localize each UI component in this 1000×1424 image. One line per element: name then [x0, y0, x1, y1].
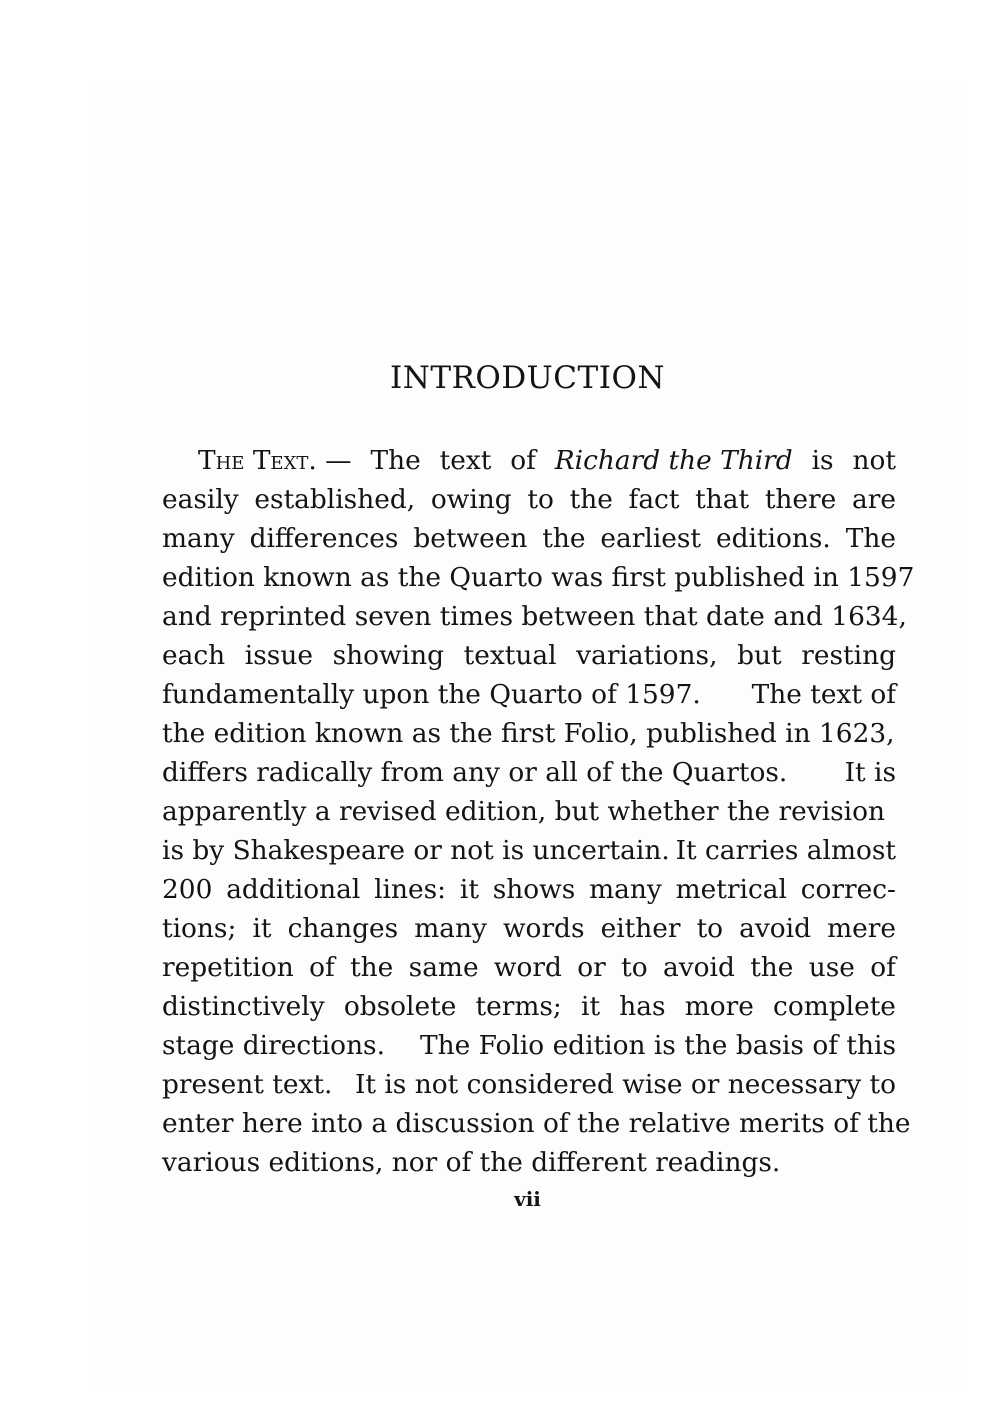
- text-line: [162, 792, 896, 831]
- text-segment: The text of: [751, 679, 896, 710]
- text-segment: repetition: [162, 952, 294, 983]
- text-segment: many: [162, 523, 235, 554]
- text-line: [162, 636, 896, 675]
- text-segment: to: [527, 484, 554, 515]
- text-line: [162, 948, 896, 987]
- text-line: [162, 597, 907, 636]
- text-line: [162, 909, 896, 948]
- text-segment: edition known as the Quarto was first published in 1597: [162, 562, 915, 593]
- text-segment: use: [808, 952, 855, 983]
- text-segment: present text.: [162, 1069, 333, 1100]
- text-line: [162, 675, 896, 714]
- text-line: [162, 480, 896, 519]
- text-segment: editions.: [715, 523, 831, 554]
- text-segment: fundamentally upon the Quarto of 1597.: [162, 679, 701, 710]
- text-line: [162, 519, 896, 558]
- text-segment: it: [459, 874, 479, 905]
- text-segment: same: [408, 952, 479, 983]
- text-segment: of: [870, 952, 896, 983]
- text-segment: It carries almost: [675, 835, 896, 866]
- text-line: [162, 831, 896, 870]
- text-segment: or: [577, 952, 606, 983]
- text-segment: easily: [162, 484, 239, 515]
- text-segment: many: [414, 913, 487, 944]
- text-segment: that: [695, 484, 750, 515]
- text-segment: additional: [226, 874, 361, 905]
- text-segment: the: [350, 952, 394, 983]
- paragraph-first-line: [162, 441, 896, 480]
- text-segment: the: [569, 484, 613, 515]
- text-segment: avoid: [739, 913, 812, 944]
- text-segment: word: [493, 952, 562, 983]
- text-segment: mere: [827, 913, 896, 944]
- text-segment: metrical: [675, 874, 787, 905]
- text-line: [162, 1065, 896, 1104]
- text-segment: many: [589, 874, 662, 905]
- text-segment: changes: [287, 913, 399, 944]
- text-segment: obsolete: [343, 991, 457, 1022]
- first-line-word: of: [510, 445, 536, 476]
- text-line: [162, 1026, 896, 1065]
- text-segment: avoid: [662, 952, 735, 983]
- text-segment: earliest: [600, 523, 702, 554]
- text-segment: there: [764, 484, 837, 515]
- text-segment: fact: [628, 484, 680, 515]
- play-title: Richard the Third: [554, 445, 793, 476]
- paragraph-lines: [162, 480, 915, 1143]
- text-segment: it: [252, 913, 272, 944]
- text-segment: owing: [430, 484, 512, 515]
- text-segment: showing: [332, 640, 444, 671]
- text-segment: It is not considered wise or necessary to: [354, 1069, 896, 1100]
- text-segment: to: [621, 952, 648, 983]
- text-segment: are: [852, 484, 896, 515]
- text-segment: and reprinted seven times between that date and 1634,: [162, 601, 907, 632]
- text-segment: words: [502, 913, 585, 944]
- text-segment: each: [162, 640, 226, 671]
- text-line: [162, 714, 896, 753]
- text-segment: 200: [162, 874, 213, 905]
- text-segment: has: [619, 991, 666, 1022]
- text-segment: it: [581, 991, 601, 1022]
- text-segment: distinctively: [162, 991, 325, 1022]
- first-line-word: not: [852, 445, 896, 476]
- text-segment: the: [750, 952, 794, 983]
- text-segment: established,: [254, 484, 416, 515]
- section-label: [198, 441, 352, 480]
- text-line: [162, 870, 896, 909]
- text-segment: issue: [244, 640, 313, 671]
- em-dash: —: [325, 445, 352, 476]
- text-segment: terms;: [475, 991, 562, 1022]
- text-segment: the: [542, 523, 586, 554]
- paragraph-last-line: [162, 1143, 896, 1182]
- page-number: vii: [514, 1187, 541, 1211]
- text-segment: stage directions.: [162, 1030, 385, 1061]
- text-segment: to: [696, 913, 724, 944]
- text-line: [162, 753, 896, 792]
- text-segment: differs radically from any or all of the Quartos.: [162, 757, 788, 788]
- first-line-word: is: [811, 445, 834, 476]
- text-line: [162, 558, 915, 597]
- text-segment: resting: [801, 640, 896, 671]
- text-line: [162, 1104, 911, 1143]
- text-segment: textual: [463, 640, 557, 671]
- text-line: [162, 987, 896, 1026]
- text-segment: apparently a revised edition, but whether the revision: [162, 796, 886, 827]
- last-line-text: various editions, nor of the different readings.: [162, 1147, 781, 1178]
- text-segment: differences: [249, 523, 399, 554]
- text-segment: is by Shakespeare or not is uncertain.: [162, 835, 670, 866]
- text-segment: the edition known as the first Folio, published in 1623,: [162, 718, 895, 749]
- first-line-word: text: [439, 445, 492, 476]
- text-segment: lines:: [374, 874, 447, 905]
- text-segment: of: [309, 952, 335, 983]
- text-segment: between: [413, 523, 528, 554]
- text-segment: The: [845, 523, 896, 554]
- text-segment: shows: [492, 874, 576, 905]
- section-label-text: The Text.: [198, 445, 317, 476]
- text-segment: The Folio edition is the basis of this: [420, 1030, 896, 1061]
- text-segment: It is: [844, 757, 896, 788]
- body-paragraph: [162, 441, 915, 1182]
- text-segment: tions;: [162, 913, 237, 944]
- first-line-word: The: [370, 445, 421, 476]
- text-segment: but: [737, 640, 782, 671]
- text-segment: correc-: [800, 874, 896, 905]
- text-segment: enter here into a discussion of the relative merits of the: [162, 1108, 911, 1139]
- page-title: INTRODUCTION: [390, 360, 665, 396]
- text-segment: either: [600, 913, 681, 944]
- text-segment: variations,: [576, 640, 718, 671]
- text-segment: more: [684, 991, 754, 1022]
- text-segment: complete: [773, 991, 896, 1022]
